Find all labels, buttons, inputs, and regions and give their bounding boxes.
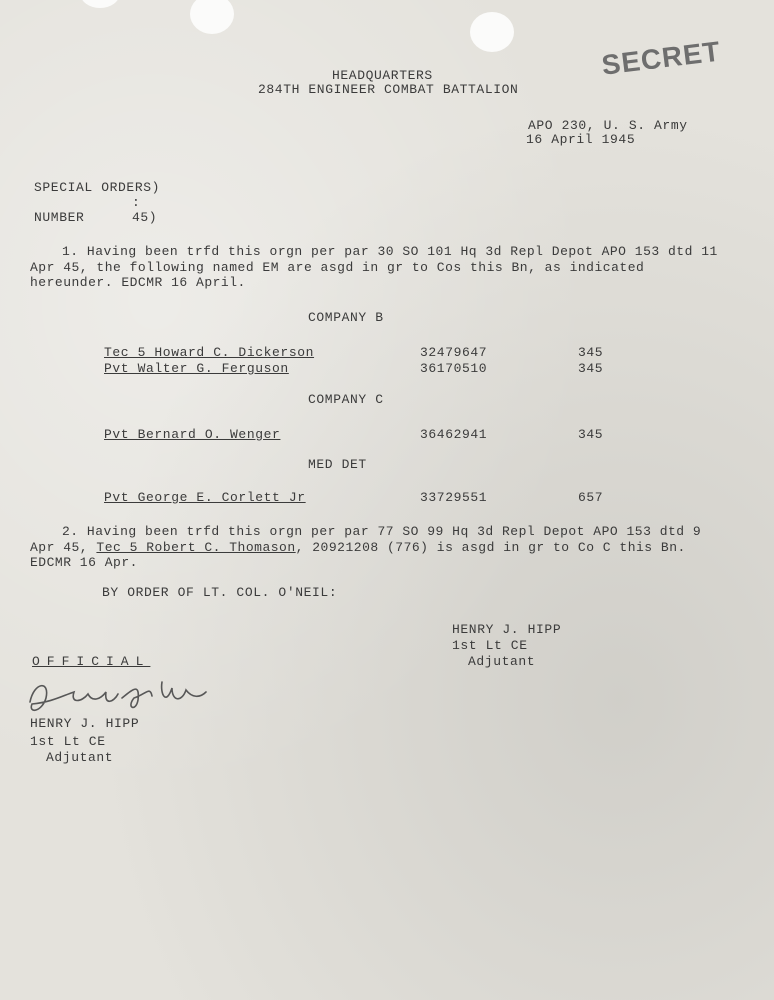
paragraph-1: 1. Having been trfd this orgn per par 30 SO 101 Hq 3d Repl Depot APO 153 dtd 11 Apr 45, the following named EM are asgd in gr to Cos this Bn, as indicated hereunder. EDCMR 16 April. [30,244,718,290]
number-label: NUMBER [34,210,85,225]
roster-name: Pvt Walter G. Ferguson [104,361,289,376]
roster-name: Tec 5 Howard C. Dickerson [104,345,315,360]
adjutant-rank: 1st Lt CE [452,638,528,653]
roster-mos: 657 [578,490,604,505]
handwritten-signature [22,672,232,722]
order-number: 45) [132,210,158,225]
company-heading: COMPANY B [308,310,384,325]
secret-stamp: SECRET [600,35,723,81]
order-colon: : [132,195,141,210]
roster-serial: 33729551 [420,490,488,505]
paragraph-2-suffix: , 20921208 (776) is asgd in gr to Co C this Bn. EDCMR 16 Apr. [30,539,686,570]
paragraph-2-name: Tec 5 Robert C. Thomason [96,539,296,555]
roster-name: Pvt Bernard O. Wenger [104,427,281,442]
signer-rank: 1st Lt CE [30,734,106,749]
paragraph-2-prefix: 2. Having been trfd this orgn per par 77 SO 99 Hq 3d Repl Depot APO 153 dtd 9 Apr 45, [30,524,702,555]
roster-mos: 345 [578,345,604,360]
punch-hole [190,0,234,34]
roster-name: Pvt George E. Corlett Jr [104,490,306,505]
battalion-line: 284TH ENGINEER COMBAT BATTALION [258,82,519,97]
roster-mos: 345 [578,361,604,376]
hq-line: HEADQUARTERS [332,68,433,83]
roster-mos: 345 [578,427,604,442]
roster-serial: 36170510 [420,361,488,376]
apo-line: APO 230, U. S. Army [528,118,688,133]
roster-serial: 32479647 [420,345,488,360]
signer-name: HENRY J. HIPP [30,716,140,731]
official-label: OFFICIAL [32,654,151,669]
adjutant-name: HENRY J. HIPP [452,622,562,637]
punch-hole [470,12,514,52]
company-heading: MED DET [308,457,367,472]
date-line: 16 April 1945 [526,132,636,147]
company-heading: COMPANY C [308,392,384,407]
adjutant-title: Adjutant [468,654,536,669]
by-order-line: BY ORDER OF LT. COL. O'NEIL: [102,585,338,600]
roster-serial: 36462941 [420,427,488,442]
special-orders-label: SPECIAL ORDERS) [34,180,161,195]
signer-title: Adjutant [46,750,114,765]
paragraph-2 [30,524,720,571]
punch-hole [80,0,120,8]
